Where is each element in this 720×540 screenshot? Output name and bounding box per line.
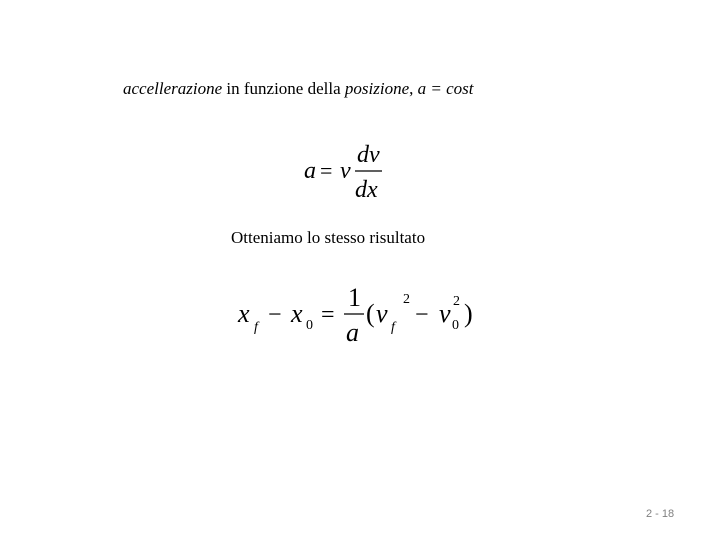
heading-condition: a = cost [417, 79, 474, 98]
eq1-equals: = [320, 158, 333, 183]
heading-term-position: posizione [344, 79, 410, 98]
heading-connector: in funzione della [222, 79, 345, 98]
result-caption: Otteniamo lo stesso risultato [231, 228, 426, 247]
eq2-equals: = [321, 302, 335, 328]
eq2-xf: x [238, 299, 250, 328]
eq2-minus: − [268, 302, 282, 328]
eq2-vf-exponent: 2 [403, 292, 410, 307]
eq2-vf-sub-f: f [391, 320, 395, 335]
eq2-sub-f: f [254, 320, 258, 335]
eq2-v0-sub-0: 0 [452, 318, 459, 333]
heading-term-acceleration: accellerazione [123, 79, 223, 98]
equation-position-velocity [235, 280, 485, 350]
eq2-vf: v [376, 299, 388, 328]
eq2-numerator: 1 [348, 283, 361, 312]
eq1-numerator: dv [357, 142, 380, 168]
equation-acceleration-derivative [300, 136, 400, 208]
eq2-minus-2: − [415, 302, 429, 328]
eq2-open-paren: ( [366, 299, 375, 328]
eq2-denominator: a [346, 318, 359, 347]
heading-comma: , [409, 79, 418, 98]
eq2-v0: v [439, 299, 451, 328]
eq2-sub-0: 0 [306, 318, 313, 333]
eq1-v: v [340, 158, 351, 184]
eq1-lhs-a: a [304, 158, 316, 184]
page-number: 2 - 18 [646, 508, 675, 520]
slide-heading [123, 78, 473, 100]
eq2-v0-exponent: 2 [453, 294, 460, 309]
eq2-close-paren: ) [464, 299, 473, 328]
eq1-denominator: dx [355, 177, 378, 203]
eq2-x0: x [291, 299, 303, 328]
